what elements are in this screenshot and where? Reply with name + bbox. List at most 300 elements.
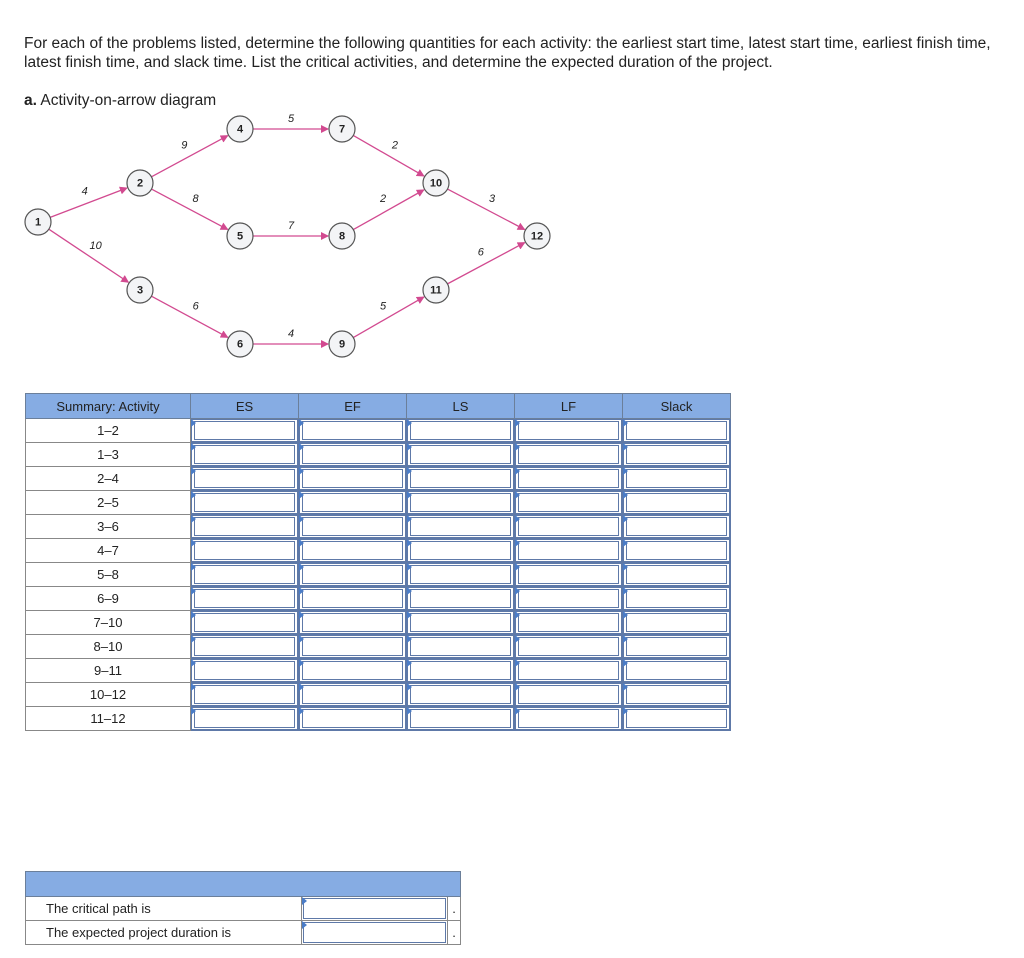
node-11 (423, 277, 449, 303)
es-cell (191, 515, 299, 539)
lf-input[interactable] (518, 421, 619, 440)
ef-input[interactable] (302, 517, 403, 536)
slack-cell (623, 587, 731, 611)
ls-cell (407, 419, 515, 443)
ls-input[interactable] (410, 565, 511, 584)
ls-input[interactable] (410, 517, 511, 536)
slack-cell (623, 539, 731, 563)
input-marker-icon (515, 587, 520, 595)
slack-cell (623, 683, 731, 707)
activity-duration-label: 4 (81, 185, 88, 198)
es-input[interactable] (194, 445, 295, 464)
column-header-slack: Slack (623, 394, 731, 419)
ef-cell (299, 539, 407, 563)
input-marker-icon (515, 635, 520, 643)
es-cell (191, 683, 299, 707)
lf-input[interactable] (518, 541, 619, 560)
activity-duration-label: 2 (380, 193, 387, 206)
node-3 (127, 277, 153, 303)
ef-input[interactable] (302, 613, 403, 632)
slack-input[interactable] (626, 637, 727, 656)
project-duration-row (26, 921, 461, 945)
es-input[interactable] (194, 469, 295, 488)
activity-arrow-1-2 (50, 185, 127, 217)
input-marker-icon (623, 683, 628, 691)
es-input[interactable] (194, 709, 295, 728)
slack-cell (623, 419, 731, 443)
table-row (26, 419, 731, 443)
node-number: 8 (338, 230, 346, 243)
slack-input[interactable] (626, 541, 727, 560)
ls-input[interactable] (410, 685, 511, 704)
slack-input[interactable] (626, 589, 727, 608)
ef-input[interactable] (302, 589, 403, 608)
es-input[interactable] (194, 685, 295, 704)
ls-input[interactable] (410, 445, 511, 464)
input-marker-icon (623, 611, 628, 619)
slack-input[interactable] (626, 709, 727, 728)
lf-cell (515, 611, 623, 635)
activity-label: 2–5 (26, 491, 191, 515)
activity-arrow-5-8 (253, 220, 328, 236)
node-number: 11 (430, 284, 442, 297)
ls-input[interactable] (410, 661, 511, 680)
node-number: 3 (136, 284, 144, 297)
table-row (26, 587, 731, 611)
activity-label: 1–3 (26, 443, 191, 467)
slack-cell (623, 707, 731, 731)
ls-cell (407, 683, 515, 707)
lf-input[interactable] (518, 613, 619, 632)
activity-duration-label: 3 (489, 192, 496, 205)
table-row (26, 467, 731, 491)
lf-input[interactable] (518, 469, 619, 488)
ef-cell (299, 419, 407, 443)
es-input[interactable] (194, 565, 295, 584)
ls-input[interactable] (410, 709, 511, 728)
input-marker-icon (299, 539, 304, 547)
activity-arrow-4-7 (253, 113, 328, 129)
slack-input[interactable] (626, 661, 727, 680)
lf-input[interactable] (518, 493, 619, 512)
es-input[interactable] (194, 637, 295, 656)
activity-arrow-2-4 (151, 136, 227, 177)
input-marker-icon (623, 419, 628, 427)
input-marker-icon (515, 659, 520, 667)
node-2 (127, 170, 153, 196)
input-marker-icon (302, 921, 307, 929)
ef-cell (299, 707, 407, 731)
input-marker-icon (407, 683, 412, 691)
problem-statement: For each of the problems listed, determine the following quantities for each activity: the earliest start time, latest start time, earliest finish time, latest finish time, and slack time. List the critical activities, and determine the expected duration of the project. (24, 35, 991, 71)
activity-duration-label: 5 (287, 113, 295, 125)
slack-cell (623, 467, 731, 491)
activity-label: 9–11 (26, 659, 191, 683)
table-row (26, 635, 731, 659)
input-marker-icon (515, 491, 520, 499)
project-duration-answer-cell (302, 921, 448, 945)
input-marker-icon (191, 443, 196, 451)
node-number: 9 (338, 338, 346, 351)
activity-label: 8–10 (26, 635, 191, 659)
input-marker-icon (299, 491, 304, 499)
ef-input[interactable] (302, 565, 403, 584)
lf-cell (515, 539, 623, 563)
activity-label: 10–12 (26, 683, 191, 707)
input-marker-icon (623, 491, 628, 499)
ls-cell (407, 635, 515, 659)
lf-input[interactable] (518, 589, 619, 608)
column-header-activity: Summary: Activity (26, 394, 191, 419)
column-header-es: ES (191, 394, 299, 419)
node-6 (227, 331, 253, 357)
activity-arrow-7-10 (353, 135, 424, 176)
input-marker-icon (515, 467, 520, 475)
es-cell (191, 587, 299, 611)
ef-cell (299, 467, 407, 491)
activity-label: 5–8 (26, 563, 191, 587)
activity-duration-label: 2 (391, 139, 399, 152)
ls-input[interactable] (410, 421, 511, 440)
input-marker-icon (407, 587, 412, 595)
input-marker-icon (623, 587, 628, 595)
ef-cell (299, 659, 407, 683)
slack-input[interactable] (626, 445, 727, 464)
lf-input[interactable] (518, 709, 619, 728)
node-number: 4 (236, 123, 244, 136)
input-marker-icon (623, 563, 628, 571)
ef-input[interactable] (302, 637, 403, 656)
input-marker-icon (191, 611, 196, 619)
node-12 (524, 223, 550, 249)
es-input[interactable] (194, 541, 295, 560)
input-marker-icon (299, 467, 304, 475)
lf-input[interactable] (518, 445, 619, 464)
lf-cell (515, 707, 623, 731)
input-marker-icon (407, 563, 412, 571)
critical-path-label: The critical path is (26, 897, 302, 921)
arrow-line (50, 188, 127, 217)
node-number: 5 (236, 230, 244, 243)
lf-input[interactable] (518, 661, 619, 680)
table-row (26, 443, 731, 467)
ef-cell (299, 587, 407, 611)
lf-cell (515, 659, 623, 683)
table-row (26, 611, 731, 635)
es-input[interactable] (194, 421, 295, 440)
critical-path-row (26, 897, 461, 921)
activity-duration-label: 8 (192, 192, 199, 205)
activity-duration-label: 6 (477, 246, 484, 259)
input-marker-icon (623, 707, 628, 715)
activity-arrow-1-3 (49, 229, 129, 282)
column-header-ef: EF (299, 394, 407, 419)
input-marker-icon (299, 683, 304, 691)
lf-cell (515, 587, 623, 611)
ef-input[interactable] (302, 469, 403, 488)
lf-cell (515, 491, 623, 515)
input-marker-icon (299, 707, 304, 715)
project-duration-input[interactable] (303, 922, 446, 943)
input-marker-icon (299, 635, 304, 643)
input-marker-icon (515, 683, 520, 691)
es-input[interactable] (194, 517, 295, 536)
project-duration-period: . (448, 921, 461, 945)
es-cell (191, 539, 299, 563)
activity-duration-label: 5 (379, 300, 387, 313)
input-marker-icon (515, 611, 520, 619)
slack-input[interactable] (626, 421, 727, 440)
input-marker-icon (407, 443, 412, 451)
activity-duration-label: 7 (287, 220, 295, 232)
lf-cell (515, 419, 623, 443)
arrow-line (353, 297, 424, 338)
input-marker-icon (515, 539, 520, 547)
input-marker-icon (191, 563, 196, 571)
input-marker-icon (515, 515, 520, 523)
table-row (26, 563, 731, 587)
input-marker-icon (191, 515, 196, 523)
critical-path-answer-cell (302, 897, 448, 921)
input-marker-icon (623, 443, 628, 451)
ls-input[interactable] (410, 541, 511, 560)
summary-table (25, 393, 731, 731)
es-cell (191, 443, 299, 467)
slack-cell (623, 635, 731, 659)
input-marker-icon (623, 467, 628, 475)
node-4 (227, 116, 253, 142)
input-marker-icon (191, 539, 196, 547)
input-marker-icon (191, 419, 196, 427)
input-marker-icon (407, 659, 412, 667)
lf-input[interactable] (518, 565, 619, 584)
ef-cell (299, 683, 407, 707)
table-row (26, 539, 731, 563)
ls-input[interactable] (410, 589, 511, 608)
part-letter: a. (24, 92, 37, 109)
es-input[interactable] (194, 589, 295, 608)
ls-cell (407, 539, 515, 563)
input-marker-icon (299, 587, 304, 595)
node-7 (329, 116, 355, 142)
node-number: 7 (338, 123, 346, 136)
activity-label: 1–2 (26, 419, 191, 443)
lf-input[interactable] (518, 685, 619, 704)
es-cell (191, 707, 299, 731)
input-marker-icon (407, 491, 412, 499)
node-number: 2 (136, 177, 144, 190)
node-10 (423, 170, 449, 196)
arrow-line (447, 243, 524, 284)
summary-header-row (26, 394, 731, 419)
node-9 (329, 331, 355, 357)
arrow-line (448, 189, 525, 229)
ls-cell (407, 443, 515, 467)
es-cell (191, 659, 299, 683)
ls-cell (407, 659, 515, 683)
ls-input[interactable] (410, 469, 511, 488)
ls-cell (407, 467, 515, 491)
slack-input[interactable] (626, 517, 727, 536)
activity-on-arrow-diagram (0, 110, 580, 365)
critical-path-period: . (448, 897, 461, 921)
ls-cell (407, 563, 515, 587)
input-marker-icon (302, 897, 307, 905)
part-heading (24, 92, 216, 110)
node-1 (25, 209, 51, 235)
activity-arrow-11-12 (447, 243, 524, 284)
lf-cell (515, 635, 623, 659)
es-input[interactable] (194, 493, 295, 512)
critical-path-header (26, 872, 461, 897)
input-marker-icon (623, 515, 628, 523)
node-5 (227, 223, 253, 249)
table-row (26, 683, 731, 707)
input-marker-icon (407, 611, 412, 619)
arrow-line (151, 296, 227, 337)
activity-arrow-10-12 (448, 189, 525, 229)
slack-input[interactable] (626, 613, 727, 632)
activity-label: 7–10 (26, 611, 191, 635)
lf-cell (515, 443, 623, 467)
ef-input[interactable] (302, 445, 403, 464)
lf-input[interactable] (518, 637, 619, 656)
slack-cell (623, 515, 731, 539)
input-marker-icon (515, 443, 520, 451)
table-row (26, 491, 731, 515)
es-input[interactable] (194, 661, 295, 680)
ef-input[interactable] (302, 709, 403, 728)
ef-cell (299, 635, 407, 659)
input-marker-icon (191, 635, 196, 643)
input-marker-icon (407, 467, 412, 475)
slack-cell (623, 563, 731, 587)
ef-cell (299, 611, 407, 635)
input-marker-icon (515, 707, 520, 715)
input-marker-icon (299, 515, 304, 523)
activity-duration-label: 4 (287, 328, 295, 340)
lf-cell (515, 683, 623, 707)
input-marker-icon (299, 563, 304, 571)
slack-cell (623, 491, 731, 515)
input-marker-icon (407, 419, 412, 427)
ef-cell (299, 563, 407, 587)
input-marker-icon (623, 539, 628, 547)
slack-input[interactable] (626, 565, 727, 584)
ls-cell (407, 707, 515, 731)
activity-label: 11–12 (26, 707, 191, 731)
slack-input[interactable] (626, 685, 727, 704)
arrow-line (151, 189, 227, 229)
lf-cell (515, 515, 623, 539)
table-row (26, 515, 731, 539)
input-marker-icon (623, 659, 628, 667)
input-marker-icon (407, 635, 412, 643)
input-marker-icon (407, 539, 412, 547)
input-marker-icon (191, 707, 196, 715)
activity-arrow-8-10 (353, 190, 423, 230)
input-marker-icon (407, 707, 412, 715)
slack-cell (623, 659, 731, 683)
slack-input[interactable] (626, 493, 727, 512)
ef-input[interactable] (302, 685, 403, 704)
ef-input[interactable] (302, 493, 403, 512)
input-marker-icon (623, 635, 628, 643)
ls-cell (407, 587, 515, 611)
node-number: 12 (530, 230, 544, 243)
input-marker-icon (299, 611, 304, 619)
input-marker-icon (515, 419, 520, 427)
activity-duration-label: 6 (192, 300, 199, 313)
es-input[interactable] (194, 613, 295, 632)
ls-input[interactable] (410, 493, 511, 512)
es-cell (191, 611, 299, 635)
activity-arrow-9-11 (353, 297, 424, 338)
critical-path-table (25, 871, 461, 945)
ef-input[interactable] (302, 541, 403, 560)
es-cell (191, 635, 299, 659)
table-row (26, 659, 731, 683)
lf-cell (515, 563, 623, 587)
slack-cell (623, 443, 731, 467)
activity-label: 4–7 (26, 539, 191, 563)
activity-arrow-3-6 (151, 296, 227, 337)
input-marker-icon (191, 683, 196, 691)
ls-cell (407, 515, 515, 539)
critical-path-input[interactable] (303, 898, 446, 919)
activity-label: 6–9 (26, 587, 191, 611)
input-marker-icon (299, 419, 304, 427)
table-row (26, 707, 731, 731)
ls-cell (407, 491, 515, 515)
es-cell (191, 467, 299, 491)
activity-duration-label: 10 (89, 240, 102, 253)
ls-input[interactable] (410, 637, 511, 656)
node-number: 10 (429, 177, 443, 190)
arrow-line (151, 136, 227, 177)
input-marker-icon (191, 587, 196, 595)
node-8 (329, 223, 355, 249)
ef-input[interactable] (302, 421, 403, 440)
slack-input[interactable] (626, 469, 727, 488)
input-marker-icon (299, 659, 304, 667)
activity-label: 2–4 (26, 467, 191, 491)
ef-input[interactable] (302, 661, 403, 680)
input-marker-icon (191, 467, 196, 475)
input-marker-icon (191, 659, 196, 667)
ls-input[interactable] (410, 613, 511, 632)
slack-cell (623, 611, 731, 635)
es-cell (191, 491, 299, 515)
input-marker-icon (191, 491, 196, 499)
lf-cell (515, 467, 623, 491)
part-title: Activity-on-arrow diagram (40, 92, 217, 109)
ef-cell (299, 491, 407, 515)
activity-duration-label: 9 (181, 139, 188, 152)
arrow-line (49, 229, 129, 282)
lf-input[interactable] (518, 517, 619, 536)
ls-cell (407, 611, 515, 635)
column-header-ls: LS (407, 394, 515, 419)
es-cell (191, 419, 299, 443)
node-number: 1 (34, 216, 42, 229)
arrow-line (353, 190, 423, 230)
input-marker-icon (299, 443, 304, 451)
activity-arrow-6-9 (253, 328, 328, 344)
node-number: 6 (236, 338, 244, 351)
ef-cell (299, 515, 407, 539)
arrow-line (353, 135, 424, 176)
